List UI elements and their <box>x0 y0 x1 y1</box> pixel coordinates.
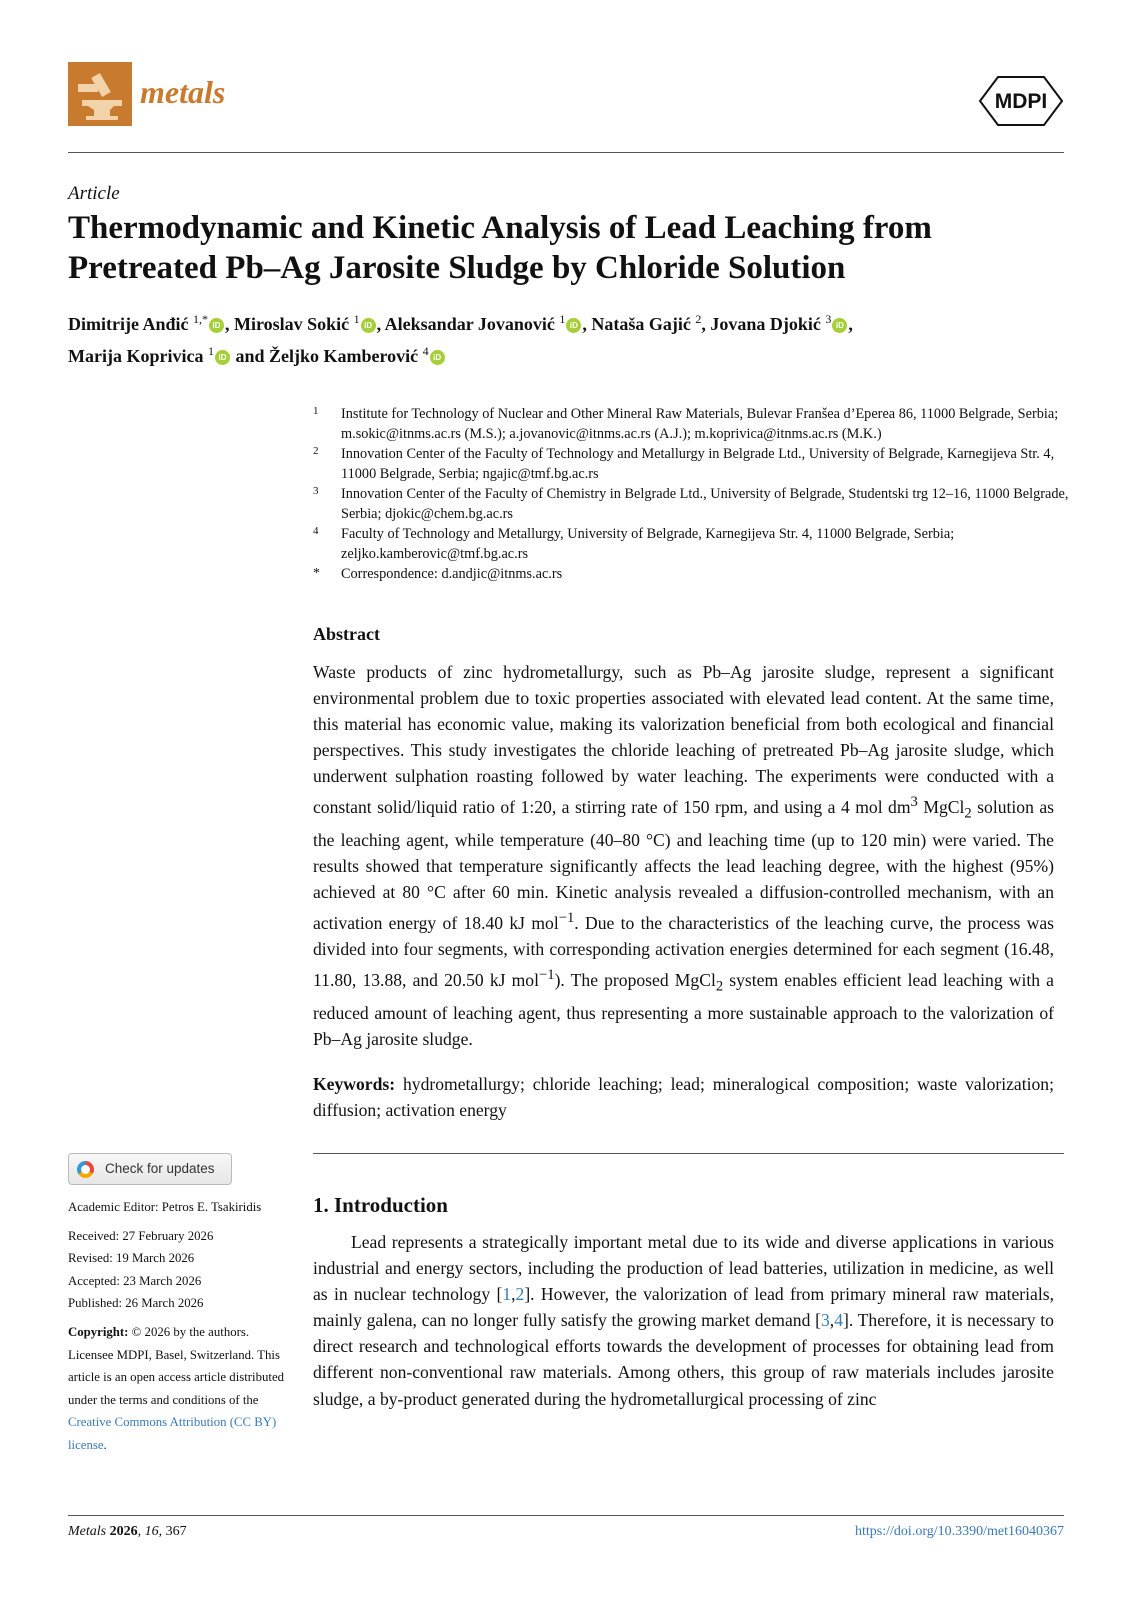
abstract-superscript: 3 <box>910 794 918 811</box>
affiliation-item <box>313 524 1073 564</box>
intro-segment: Lead represents a strategically important metal due to its wide and diverse applications in various industrial and energy sectors, including the production of lead batteries, utilization in medicine, as well as in nuclear technology [ <box>313 1232 1054 1305</box>
journal-name: metals <box>140 74 226 110</box>
abstract-superscript: −1 <box>558 910 575 927</box>
orcid-icon[interactable]: iD <box>361 318 376 333</box>
authors-conjunction: and <box>235 346 265 366</box>
abstract-text <box>313 659 1054 1052</box>
orcid-icon[interactable]: iD <box>832 318 847 333</box>
crossmark-icon <box>77 1161 94 1178</box>
mdpi-logo <box>978 75 1064 127</box>
doi-link[interactable]: https://doi.org/10.3390/met16040367 <box>855 1524 1064 1539</box>
citation-link[interactable]: 2 <box>515 1284 525 1305</box>
abstract-segment: system enables efficient lead leaching with a reduced amount of leaching agent, thus representing a more sustainable approach to the valorization of Pb–Ag jarosite sludge. <box>313 970 1054 1049</box>
author-name: Željko Kamberović <box>269 346 419 366</box>
abstract-segment: ). The proposed MgCl <box>554 970 716 991</box>
anvil-icon <box>68 62 132 126</box>
affiliation-mark: 2 <box>313 445 319 457</box>
affiliation-mark: 3 <box>313 485 319 497</box>
author-affiliation-mark: 1,* <box>192 312 208 326</box>
intro-segment: ]. Therefore, it is necessary to direct research and technological efforts towards the development of processes for obtaining lead from different non-conventional raw materials. Among others, this group of raw materials includes jarosite sludge, a by-product generated during the hydrometallurgical processing of zinc <box>313 1310 1054 1409</box>
affiliation-item <box>313 484 1073 524</box>
affiliation-text: Faculty of Technology and Metallurgy, University of Belgrade, Karnegijeva Str. 4, 11000 Belgrade, Serbia; zeljko.kamberovic@tmf.bg.ac.rs <box>341 526 955 562</box>
academic-editor: Academic Editor: Petros E. Tsakiridis <box>68 1200 262 1214</box>
author-affiliation-mark: 3 <box>825 312 832 326</box>
section-divider <box>313 1153 1064 1154</box>
affiliation-item <box>313 404 1073 444</box>
check-for-updates-button[interactable] <box>68 1153 232 1185</box>
citation-link[interactable]: 3 <box>821 1310 830 1331</box>
affiliation-mark: 4 <box>313 525 319 537</box>
author-affiliation-mark: 1 <box>207 344 214 358</box>
citation-footer: Metals 2026, 16, 367 <box>68 1524 187 1539</box>
copyright-label: Copyright: <box>68 1324 129 1339</box>
abstract-subscript: 2 <box>715 978 724 995</box>
abstract-segment: Waste products of zinc hydrometallurgy, such as Pb–Ag jarosite sludge, represent a significant environmental problem due to toxic properties associated with elevated lead content. At the same time, this material has economic value, making its valorization beneficial from both ecological and financial perspectives. This study investigates the chloride leaching of pretreated Pb–Ag jarosite sludge, which underwent sulphation roasting followed by water leaching. The experiments were conducted with a constant solid/liquid ratio of 1:20, a stirring rate of 150 rpm, and using a 4 mol dm <box>313 662 1054 818</box>
author-affiliation-mark: 1 <box>353 312 360 326</box>
author-list: Dimitrije Anđić $^{1,*}$ iD , Miroslav Sokić $^1$ iD , Aleksandar Jovanović $^1$ iD , Nataša Gajić $^2$, Jovana Djokić $^3$ iD , Marija Koprivica $^1$ iD and Željko Kamberović $^4$ iD <box>68 312 853 366</box>
license-end: . <box>103 1437 107 1452</box>
article-title: Thermodynamic and Kinetic Analysis of Lead Leaching from Pretreated Pb–Ag Jarosite Sludge by Chloride Solution <box>68 210 932 286</box>
check-for-updates-label: Check for updates <box>105 1161 215 1176</box>
citation-link[interactable]: 1 <box>502 1284 512 1305</box>
abstract-segment: . Due to the characteristics of the leaching curve, the process was divided into four segments, with corresponding activation energies determined for each segment (16.48, 11.80, 13.88, and 20.50 kJ mol <box>313 913 1054 991</box>
journal-logo <box>68 62 132 126</box>
author-name: Miroslav Sokić <box>233 314 350 334</box>
article-info-sidebar <box>68 1196 288 1457</box>
license-link[interactable]: Creative Commons Attribution (CC BY) license <box>68 1415 277 1452</box>
correspondence-text: Correspondence: d.andjic@itnms.ac.rs <box>341 566 563 582</box>
keywords-label: Keywords: <box>313 1074 396 1094</box>
published-date: Published: 26 March 2026 <box>68 1296 204 1311</box>
introduction-text <box>313 1229 1054 1412</box>
received-date: Received: 27 February 2026 <box>68 1228 214 1243</box>
author-name: Marija Koprivica <box>68 346 204 366</box>
affiliation-mark: 1 <box>313 405 319 417</box>
author-affiliation-mark: 2 <box>695 312 702 326</box>
footer-journal: Metals <box>68 1524 107 1539</box>
copyright-notice <box>68 1321 288 1457</box>
intro-segment: ]. However, the valorization of lead from primary mineral raw materials, mainly galena, can no longer fully satisfy the growing market demand [ <box>313 1284 1054 1331</box>
author-affiliation-mark: 1 <box>559 312 566 326</box>
intro-segment: , <box>511 1284 516 1305</box>
citation-link[interactable]: 4 <box>834 1310 843 1331</box>
header-divider <box>68 152 1064 153</box>
affiliations <box>313 404 1073 584</box>
orcid-icon[interactable]: iD <box>430 350 445 365</box>
footer-volume: 16 <box>144 1524 159 1539</box>
footer-year: 2026 <box>109 1524 138 1539</box>
orcid-icon[interactable]: iD <box>209 318 224 333</box>
affiliation-text: Institute for Technology of Nuclear and Other Mineral Raw Materials, Bulevar Franšea d’Eperea 86, 11000 Belgrade, Serbia; m.sokic@itnms.ac.rs (M.S.); a.jovanovic@itnms.ac.rs (A.J.); m.koprivica@itnms.ac.rs (M.K.) <box>341 406 1059 442</box>
author-name: Aleksandar Jovanović <box>384 314 555 334</box>
affiliation-text: Innovation Center of the Faculty of Chemistry in Belgrade Ltd., University of Belgrade, Studentski trg 12–16, 11000 Belgrade, Serbia; djokic@chem.bg.ac.rs <box>341 486 1069 522</box>
accepted-date: Accepted: 23 March 2026 <box>68 1273 202 1288</box>
abstract-segment: MgCl <box>917 797 965 818</box>
author-affiliation-mark: 4 <box>422 344 429 358</box>
author-name: Dimitrije Anđić <box>68 314 189 334</box>
article-type: Article <box>68 183 120 204</box>
keywords <box>313 1071 1054 1123</box>
footer-divider <box>68 1515 1064 1516</box>
keywords-text: hydrometallurgy; chloride leaching; lead; mineralogical composition; waste valorization; diffusion; activation energy <box>313 1074 1054 1120</box>
correspondence-mark: * <box>313 566 320 581</box>
abstract-superscript: −1 <box>538 967 555 984</box>
abstract-segment: solution as the leaching agent, while temperature (40–80 °C) and leaching time (up to 120 min) were varied. The results showed that temperature significantly affects the lead leaching degree, with the highest (95%) achieved at 80 °C after 60 min. Kinetic analysis revealed a diffusion-controlled mechanism, with an activation energy of 18.40 kJ mol <box>313 797 1054 934</box>
author-name: Nataša Gajić <box>591 314 691 334</box>
copyright-text: © 2026 by the authors. Licensee MDPI, Basel, Switzerland. This article is an open access article distributed under the terms and conditions of the <box>68 1324 285 1407</box>
abstract-heading: Abstract <box>313 624 380 644</box>
footer-article-number: 367 <box>165 1524 187 1539</box>
orcid-icon[interactable]: iD <box>566 318 581 333</box>
affiliation-item <box>313 444 1073 484</box>
revised-date: Revised: 19 March 2026 <box>68 1251 195 1266</box>
abstract-subscript: 2 <box>964 805 972 822</box>
intro-segment: , <box>829 1310 835 1331</box>
orcid-icon[interactable]: iD <box>215 350 230 365</box>
correspondence-item <box>313 564 1073 584</box>
section-heading-introduction: 1. Introduction <box>313 1193 448 1217</box>
publisher-name: MDPI <box>994 90 1048 113</box>
affiliation-text: Innovation Center of the Faculty of Technology and Metallurgy in Belgrade Ltd., University of Belgrade, Karnegijeva Str. 4, 11000 Belgrade, Serbia; ngajic@tmf.bg.ac.rs <box>341 446 1055 482</box>
author-name: Jovana Djokić <box>710 314 821 334</box>
